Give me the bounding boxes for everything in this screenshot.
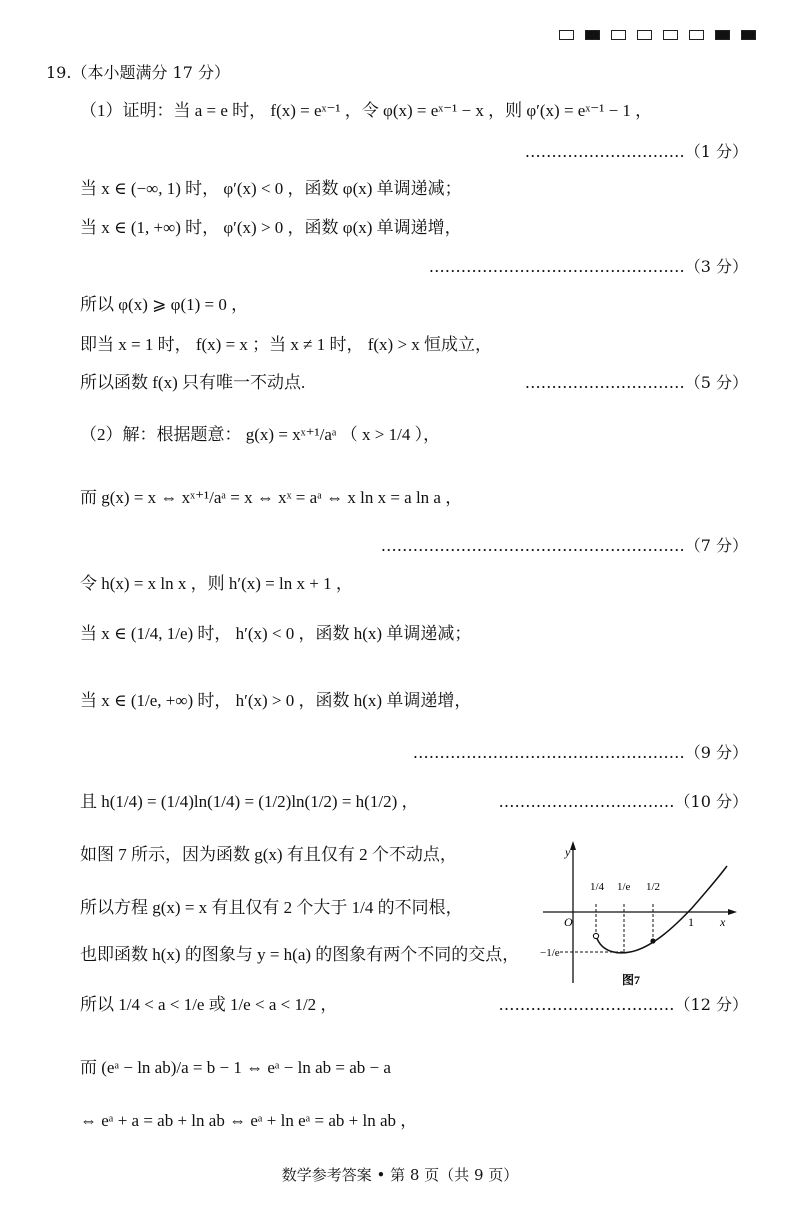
score-1: …………………………（1 分） (524, 142, 748, 161)
solution-line-15: 也即函数 h(x) 的图象与 y = h(a) 的图象有两个不同的交点， (80, 945, 520, 964)
figure-7-graph (540, 838, 740, 988)
page-marker-1 (585, 30, 600, 40)
page-marker-2 (611, 30, 626, 40)
solution-line-4: 所以 φ(x) ⩾ φ(1) = 0 ， (80, 295, 249, 314)
solution-line-13: 如图 7 所示，因为函数 g(x) 有且仅有 2 个不动点， (80, 845, 457, 864)
tick-label-neg-1-e: −1/e (540, 947, 560, 959)
solution-line-12: 且 h(1/4) = (1/4)ln(1/4) = (1/2)ln(1/2) = h(1/2) ， (80, 792, 419, 811)
solution-line-14: 所以方程 g(x) = x 有且仅有 2 个大于 1/4 的不同根， (80, 898, 463, 917)
x-axis-label: x (720, 915, 726, 929)
solution-line-7: （2）解：根据题意： g(x) = xˣ⁺¹/aᵃ （ x > 1/4 ）， (80, 425, 441, 444)
solution-line-2: 当 x ∈ (−∞, 1) 时， φ′(x) < 0 ，函数 φ(x) 单调递减； (80, 179, 462, 198)
tick-label-1: 1 (688, 915, 694, 929)
tick-label-1-e: 1/e (617, 881, 631, 893)
score-5: …………………………（5 分） (524, 373, 748, 392)
page-marker-6 (715, 30, 730, 40)
solution-line-8: 而 g(x) = x ⇔ xˣ⁺¹/aᵃ = x ⇔ xˣ = aᵃ ⇔ x ln x = a ln a ， (80, 488, 463, 507)
solution-line-5: 即当 x = 1 时， f(x) = x ；当 x ≠ 1 时， f(x) > x 恒成立， (80, 335, 493, 354)
solution-line-9: 令 h(x) = x ln x ，则 h′(x) = ln x + 1 ， (80, 574, 353, 593)
curve-h (596, 866, 727, 953)
open-point (593, 933, 598, 938)
solution-line-1: （1）证明：当 a = e 时， f(x) = eˣ⁻¹ ，令 φ(x) = eˣ⁻¹ − x ，则 φ′(x) = eˣ⁻¹ − 1 ， (80, 101, 653, 120)
page-marker-0 (559, 30, 574, 40)
solution-line-6: 所以函数 f(x) 只有唯一不动点. (80, 373, 306, 392)
page-marker-3 (637, 30, 652, 40)
figure-caption: 图7 (622, 973, 641, 987)
page-marker-strip (559, 30, 756, 40)
solution-line-17: 而 (eᵃ − ln ab)/a = b − 1 ⇔ eᵃ − ln ab = ab − a (80, 1058, 391, 1077)
score-10: ……………………………（10 分） (498, 792, 748, 811)
origin-label: O (564, 915, 573, 929)
solution-line-18: ⇔ eᵃ + a = ab + ln ab ⇔ eᵃ + ln eᵃ = ab + ln ab ， (80, 1111, 418, 1130)
page-footer: 数学参考答案 • 第 8 页（共 9 页） (281, 1166, 519, 1184)
tick-label-1-4: 1/4 (590, 881, 605, 893)
tick-label-1-2: 1/2 (646, 881, 661, 893)
y-axis-label: y (565, 845, 571, 859)
page-marker-7 (741, 30, 756, 40)
solution-line-3: 当 x ∈ (1, +∞) 时， φ′(x) > 0 ，函数 φ(x) 单调递增， (80, 218, 462, 237)
score-3: …………………………………………（3 分） (428, 257, 748, 276)
x-axis-arrow (728, 909, 737, 915)
solution-line-10: 当 x ∈ (1/4, 1/e) 时， h′(x) < 0 ，函数 h(x) 单调递减； (80, 624, 472, 643)
problem-title: 19.（本小题满分 17 分） (46, 63, 230, 82)
filled-point (650, 938, 655, 943)
solution-line-16: 所以 1/4 < a < 1/e 或 1/e < a < 1/2 ， (80, 995, 338, 1014)
y-axis-arrow (570, 841, 576, 850)
score-7: …………………………………………………（7 分） (380, 536, 748, 555)
page-marker-5 (689, 30, 704, 40)
solution-line-11: 当 x ∈ (1/e, +∞) 时， h′(x) > 0 ，函数 h(x) 单调递增， (80, 691, 472, 710)
score-12: ……………………………（12 分） (498, 995, 748, 1014)
score-9: ……………………………………………（9 分） (412, 743, 748, 762)
page-marker-4 (663, 30, 678, 40)
